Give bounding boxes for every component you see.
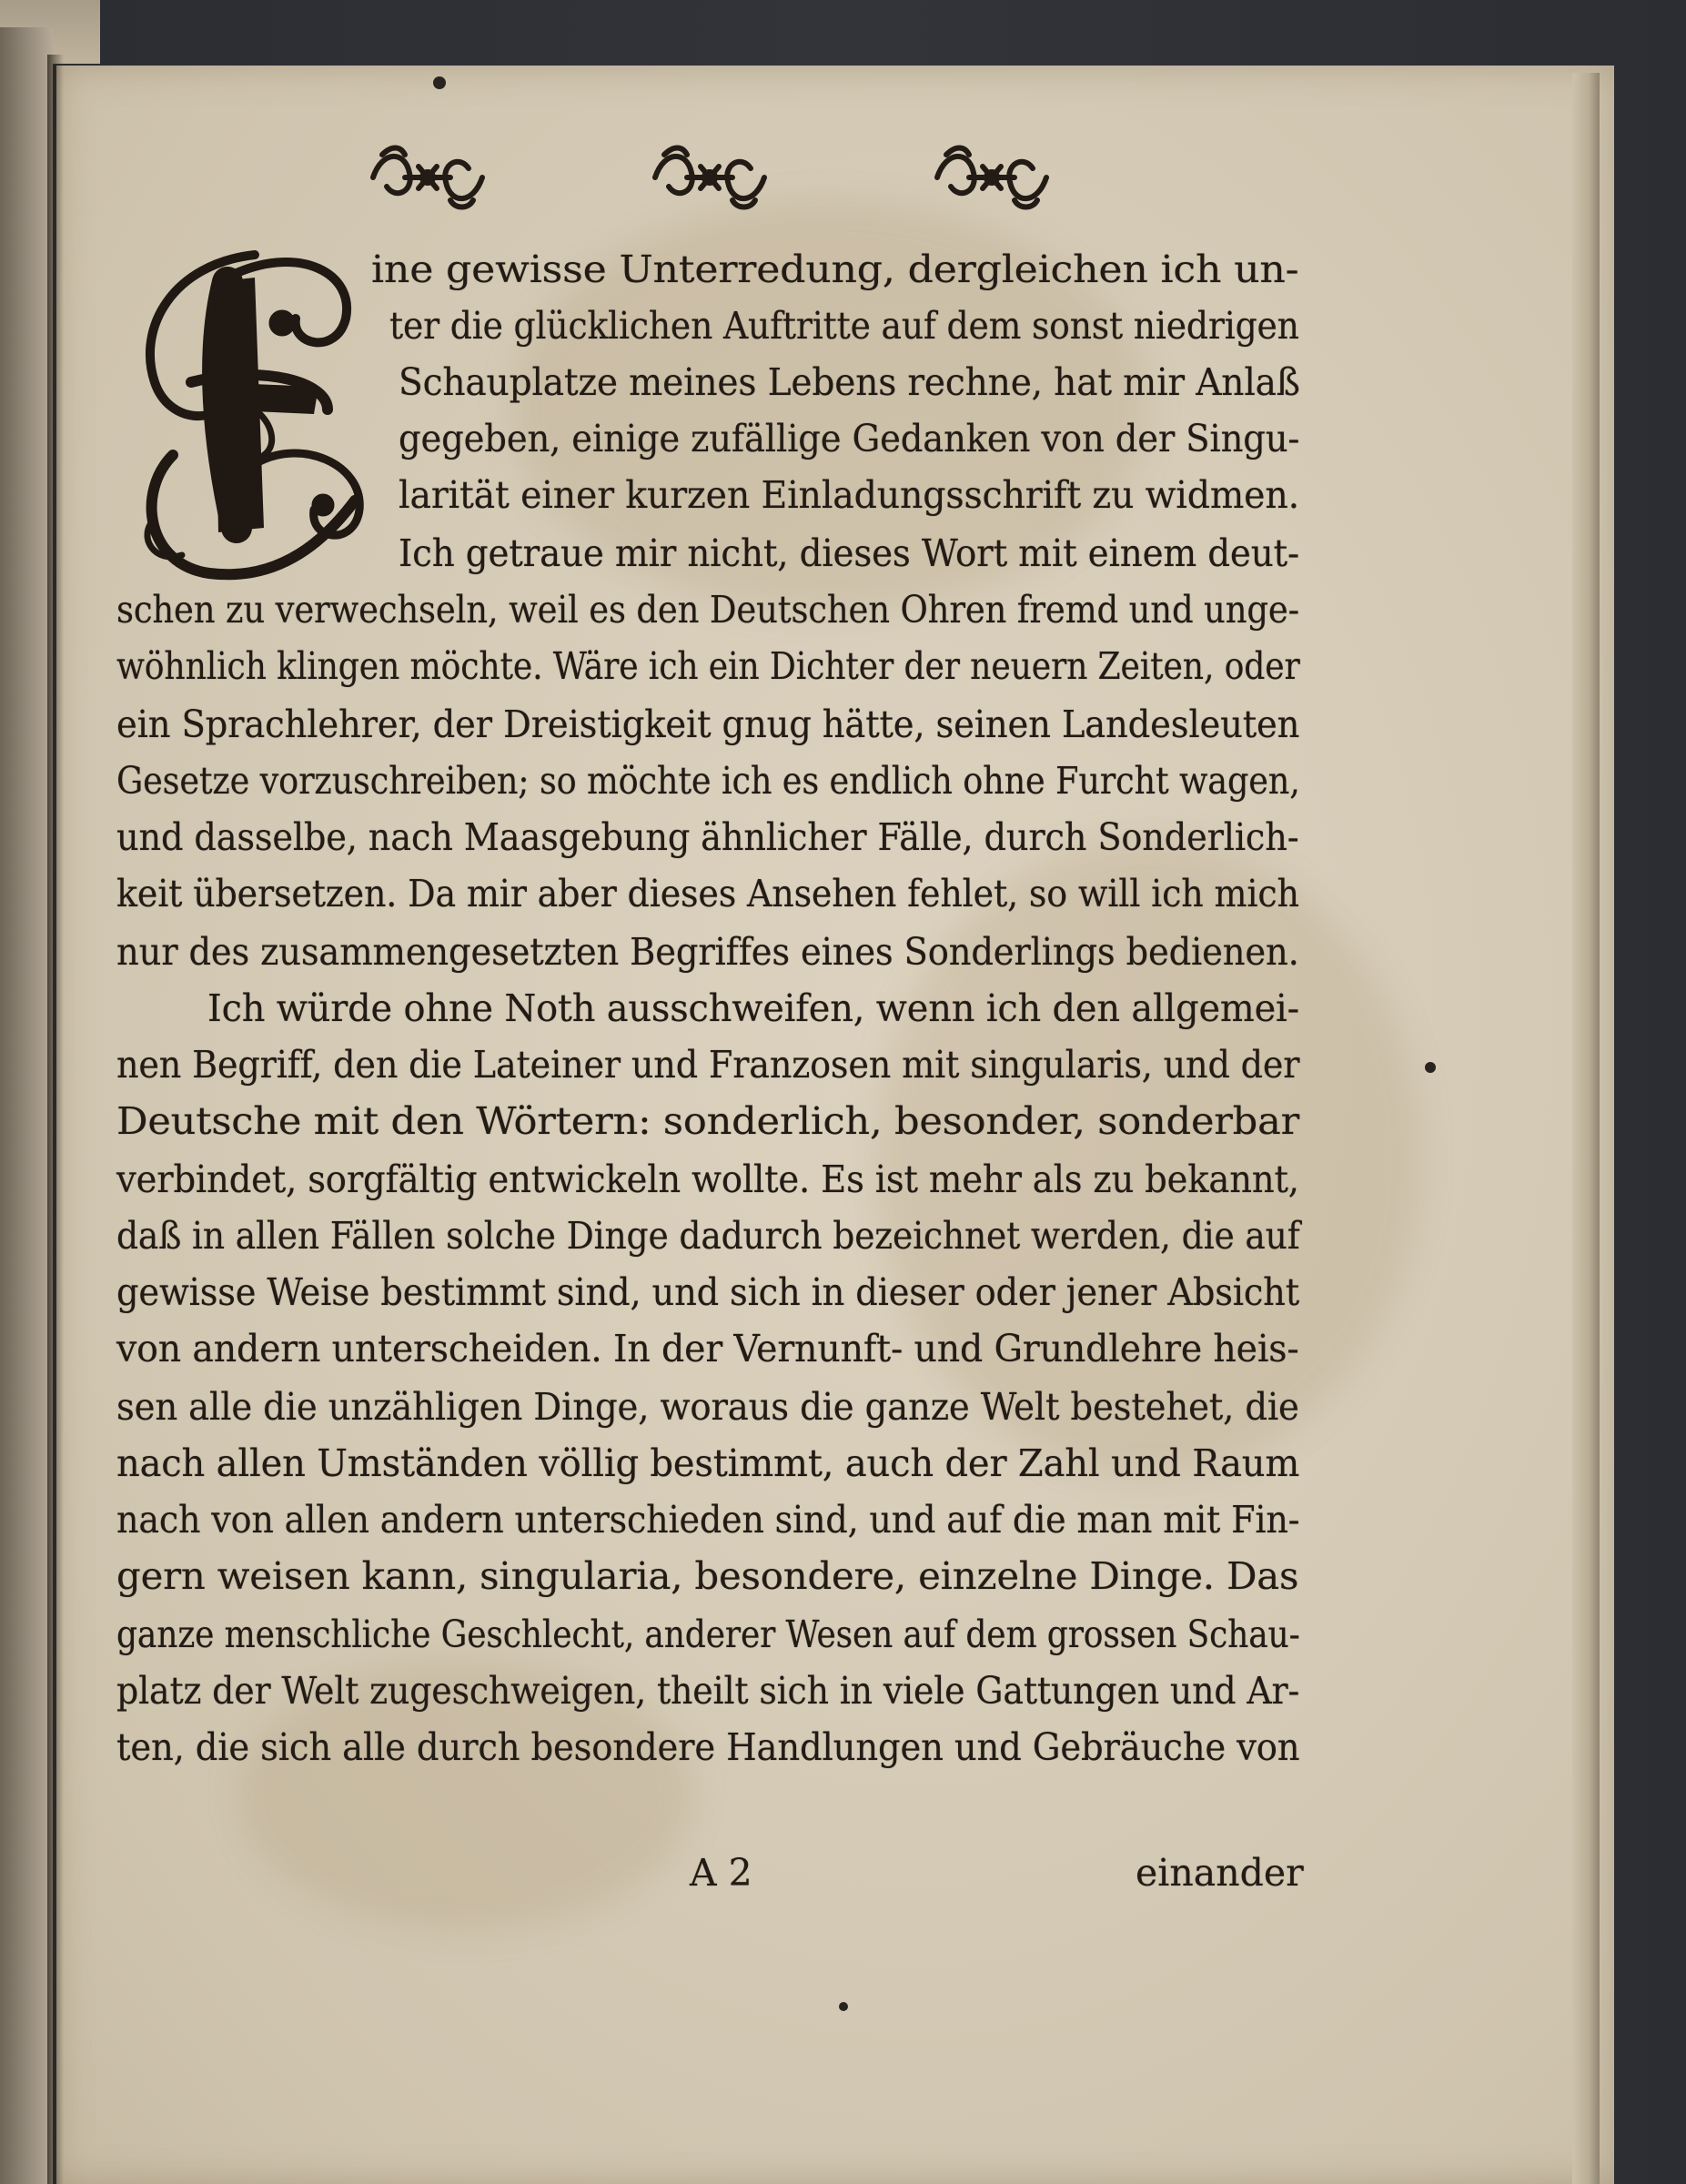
text-line-26: platz der Welt zugeschweigen, theilt sich in viele Gattungen und Ar- [116,1669,1300,1713]
text-line-3: Schauplatze meines Lebens rechne, hat mir Anlaß [399,360,1300,404]
text-line-25: ganze menschliche Geschlecht, anderer Wesen auf dem grossen Schau- [116,1613,1300,1656]
ink-spot [839,2002,848,2011]
ornament-icon [928,141,1055,214]
text-line-10: Gesetze vorzuschreiben; so möchte ich es endlich ohne Furcht wagen, [116,759,1300,803]
text-line-12: keit übersetzen. Da mir aber dieses Ansehen fehlet, so will ich mich [116,872,1299,915]
text-line-22: nach allen Umständen völlig bestimmt, auch der Zahl und Raum [116,1441,1300,1485]
drop-cap-e-icon [118,228,382,592]
text-line-2: ter die glücklichen Auftritte auf dem sonst niedrigen [389,304,1299,348]
text-line-23: nach von allen andern unterschieden sind, und auf die man mit Fin- [116,1498,1300,1542]
text-line-4: gegeben, einige zufällige Gedanken von der Singu- [399,417,1300,460]
ink-spot [1425,1062,1436,1073]
facing-page-edge [0,27,53,2184]
text-line-19: gewisse Weise bestimmt sind, und sich in dieser oder jener Absicht [116,1270,1299,1314]
text-line-17: verbindet, sorgfältig entwickeln wollte. Es ist mehr als zu bekannt, [116,1158,1299,1201]
text-line-27: ten, die sich alle durch besondere Handlungen und Gebräuche von [116,1725,1300,1769]
text-line-16: Deutsche mit den Wörtern: sonderlich, besonder, sonderbar [116,1099,1300,1143]
text-line-1: ine gewisse Unterredung, dergleichen ich un- [371,248,1299,291]
ornament-icon [646,141,773,214]
text-line-14: Ich würde ohne Noth ausschweifen, wenn ich den allgemei- [207,986,1299,1030]
text-line-13: nur des zusammengesetzten Begriffes eines Sonderlings bedienen. [116,930,1299,974]
ink-spot [433,76,446,89]
text-line-18: daß in allen Fällen solche Dinge dadurch bezeichnet werden, die auf [116,1214,1300,1258]
text-line-7: schen zu verwechseln, weil es den Deutschen Ohren fremd und unge- [116,588,1299,632]
text-line-11: und dasselbe, nach Maasgebung ähnlicher Fälle, durch Sonderlich- [116,815,1299,859]
text-line-21: sen alle die unzähligen Dinge, woraus die ganze Welt bestehet, die [116,1385,1299,1429]
page-right-edge [1572,73,1600,2184]
text-line-6: Ich getraue mir nicht, dieses Wort mit einem deut- [399,531,1299,575]
text-line-20: von andern unterscheiden. In der Vernunft- und Grundlehre heis- [116,1327,1299,1370]
text-line-24: gern weisen kann, singularia, besondere, einzelne Dinge. Das [116,1554,1299,1598]
gutter-shadow [47,55,64,2184]
ornament-row [364,136,1055,218]
text-line-9: ein Sprachlehrer, der Dreistigkeit gnug hätte, seinen Landesleuten [116,703,1300,746]
ornament-icon [364,141,491,214]
signature-mark: A 2 [690,1851,752,1895]
text-line-8: wöhnlich klingen möchte. Wäre ich ein Dichter der neuern Zeiten, oder [116,644,1300,688]
text-line-5: larität einer kurzen Einladungsschrift zu widmen. [399,473,1299,517]
text-line-15: nen Begriff, den die Lateiner und Franzosen mit singularis, und der [116,1043,1300,1087]
catchword: einander [1136,1851,1304,1895]
